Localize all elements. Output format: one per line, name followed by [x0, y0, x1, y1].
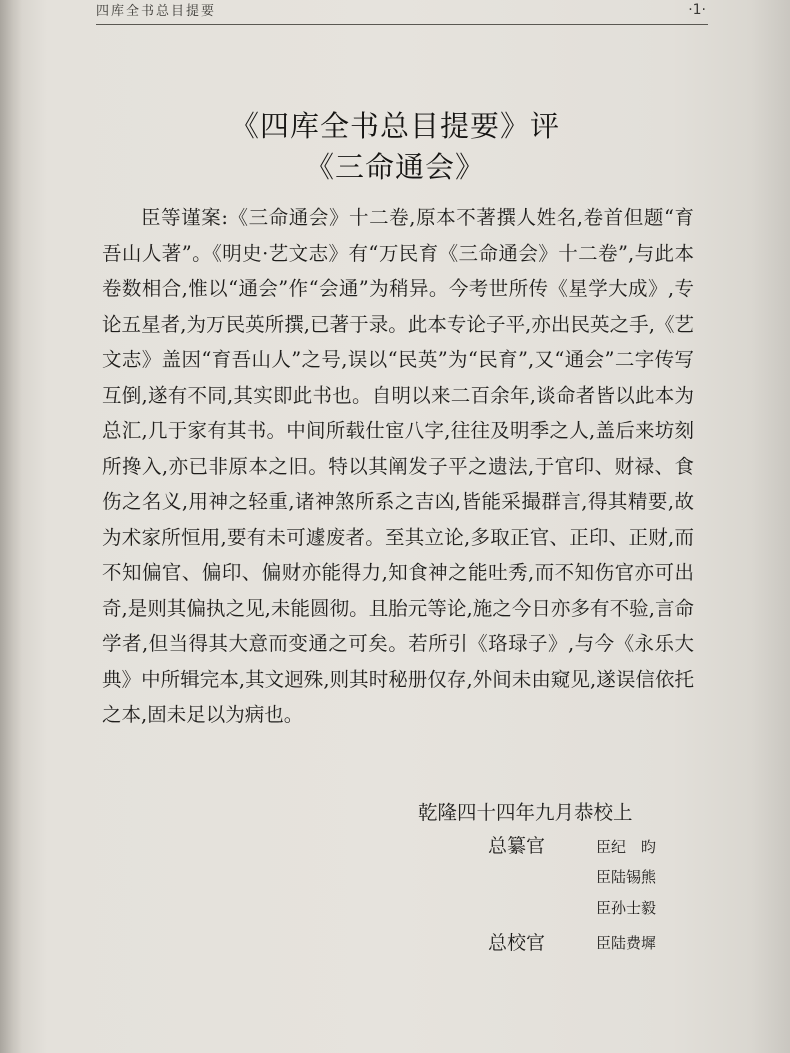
header-rule: [96, 24, 708, 25]
chief-compilers-label: 总纂官: [488, 835, 546, 857]
running-head-title: 四库全书总目提要: [96, 4, 217, 19]
body-paragraph: 臣等谨案:《三命通会》十二卷,原本不著撰人姓名,卷首但题“育吾山人著”。《明史·艺文志》有“万民育《三命通会》十二卷”,与此本卷数相合,惟以“通会”作“会通”为稍异。今考世所传《星学大成》,专论五星者,为万民英所撰,已著于录。此本专论子平,亦出民英之手,《艺文志》盖因“育吾山人”之号,误以“民英”为“民育”,又“通会”二字传写互倒,遂有不同,其实即此书也。自明以来二百余年,谈命者皆以此本为总汇,几于家有其书。中间所载仕宦八字,往往及明季之人,盖后来坊刻所搀入,亦已非原本之旧。特以其阐发子平之遗法,于官印、财禄、食伤之名义,用神之轻重,诸神煞所系之吉凶,皆能采撮群言,得其精要,故为术家所恒用,要有未可遽废者。至其立论,多取正官、正印、正财,而不知偏官、偏印、偏财亦能得力,知食神之能吐秀,而不知伤官亦可出奇,是则其偏执之见,未能圆彻。且胎元等论,施之今日亦多有不验,言命学者,但当得其大意而变通之可矣。若所引《珞琭子》,与今《永乐大典》中所辑完本,其文迥殊,则其时秘册仅存,外间未由窥见,遂误信依托之本,固未足以为病也。: [102, 206, 694, 726]
running-head: [96, 0, 706, 20]
compiler-name-3: 臣孙士毅: [596, 899, 657, 917]
chief-proofreader-label: 总校官: [488, 932, 546, 954]
title-line-2: 《三命通会》: [304, 150, 485, 184]
proofreader-name-1: 臣陆费墀: [596, 934, 657, 952]
signature-date: 乾隆四十四年九月恭校上: [418, 801, 633, 824]
page-number: ·1·: [688, 2, 706, 18]
compiler-name-1: 臣纪 昀: [596, 838, 657, 856]
compiler-name-2: 臣陆锡熊: [596, 868, 657, 886]
title-line-1: 《四库全书总目提要》评: [229, 109, 560, 143]
